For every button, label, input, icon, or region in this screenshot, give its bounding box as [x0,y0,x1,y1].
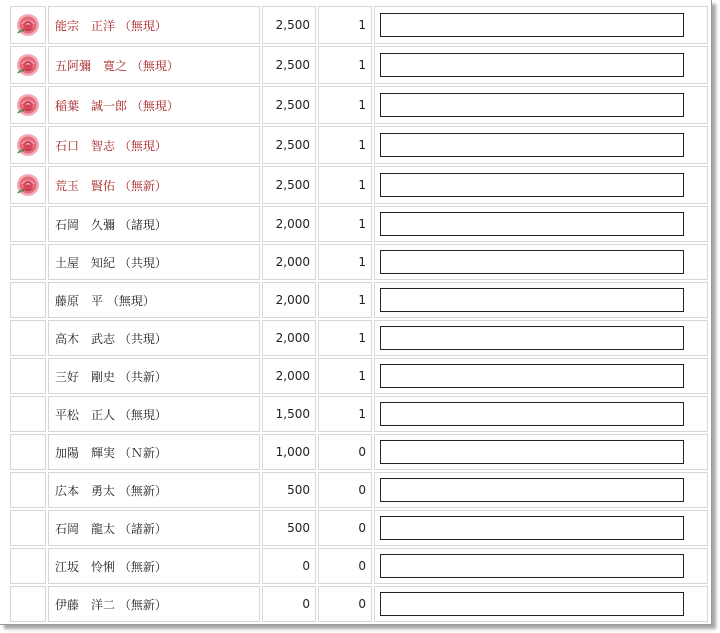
rose-icon [15,12,41,38]
input-cell [374,320,708,356]
table-row [10,510,708,546]
text-input[interactable] [380,93,684,117]
icon-cell [10,166,46,204]
icon-cell [10,6,46,44]
icon-cell [10,244,46,280]
vote-count: 1,000 [262,434,316,470]
seat-count: 1 [318,166,372,204]
rose-icon [15,172,41,198]
input-cell [374,244,708,280]
text-input[interactable] [380,173,684,197]
text-input[interactable] [380,402,684,426]
candidate-name: 藤原 平 （無現） [48,282,260,318]
candidate-name: 稲葉 誠一郎 （無現） [48,86,260,124]
icon-cell [10,206,46,242]
candidate-name: 広本 勇太 （無新） [48,472,260,508]
table-row [10,244,708,280]
seat-count: 1 [318,282,372,318]
vote-count: 2,000 [262,282,316,318]
icon-cell [10,46,46,84]
icon-cell [10,472,46,508]
seat-count: 1 [318,396,372,432]
icon-cell [10,282,46,318]
seat-count: 0 [318,434,372,470]
vote-count: 2,500 [262,46,316,84]
input-cell [374,126,708,164]
table-row [10,434,708,470]
vote-count: 2,000 [262,320,316,356]
candidate-name: 伊藤 洋二 （無新） [48,586,260,622]
seat-count: 1 [318,320,372,356]
seat-count: 0 [318,510,372,546]
candidate-name: 平松 正人 （無現） [48,396,260,432]
input-cell [374,586,708,622]
table-row [10,166,708,204]
seat-count: 0 [318,548,372,584]
icon-cell [10,510,46,546]
vote-count: 2,000 [262,358,316,394]
seat-count: 1 [318,46,372,84]
icon-cell [10,320,46,356]
candidate-name: 石岡 久彌 （諸現） [48,206,260,242]
results-table [8,4,710,624]
input-cell [374,548,708,584]
icon-cell [10,86,46,124]
vote-count: 2,500 [262,6,316,44]
table-row [10,358,708,394]
table-row [10,396,708,432]
input-cell [374,166,708,204]
rose-icon [15,92,41,118]
table-row [10,126,708,164]
candidate-name: 土屋 知紀 （共現） [48,244,260,280]
vote-count: 500 [262,472,316,508]
seat-count: 0 [318,472,372,508]
text-input[interactable] [380,326,684,350]
seat-count: 1 [318,86,372,124]
candidate-name: 加陽 輝実 （Ｎ新） [48,434,260,470]
table-row [10,86,708,124]
input-cell [374,206,708,242]
vote-count: 0 [262,548,316,584]
candidate-name: 能宗 正洋 （無現） [48,6,260,44]
icon-cell [10,548,46,584]
candidate-name: 江坂 怜悧 （無新） [48,548,260,584]
input-cell [374,472,708,508]
seat-count: 0 [318,586,372,622]
text-input[interactable] [380,554,684,578]
vote-count: 2,500 [262,166,316,204]
icon-cell [10,586,46,622]
text-input[interactable] [380,212,684,236]
vote-count: 2,000 [262,244,316,280]
text-input[interactable] [380,133,684,157]
rose-icon [15,132,41,158]
text-input[interactable] [380,592,684,616]
vote-count: 2,000 [262,206,316,242]
seat-count: 1 [318,244,372,280]
text-input[interactable] [380,478,684,502]
input-cell [374,358,708,394]
vote-count: 2,500 [262,86,316,124]
input-cell [374,510,708,546]
rose-icon [15,52,41,78]
text-input[interactable] [380,13,684,37]
candidate-name: 石口 智志 （無現） [48,126,260,164]
table-row [10,46,708,84]
seat-count: 1 [318,206,372,242]
vote-count: 500 [262,510,316,546]
table-row [10,586,708,622]
icon-cell [10,358,46,394]
candidate-name: 石岡 龍太 （諸新） [48,510,260,546]
input-cell [374,6,708,44]
text-input[interactable] [380,250,684,274]
input-cell [374,396,708,432]
candidate-name: 三好 剛史 （共新） [48,358,260,394]
input-cell [374,282,708,318]
seat-count: 1 [318,358,372,394]
input-cell [374,46,708,84]
input-cell [374,86,708,124]
vote-count: 1,500 [262,396,316,432]
text-input[interactable] [380,364,684,388]
seat-count: 1 [318,6,372,44]
candidate-name: 五阿彌 寛之 （無現） [48,46,260,84]
table-row [10,472,708,508]
table-row [10,206,708,242]
icon-cell [10,396,46,432]
table-row [10,320,708,356]
icon-cell [10,434,46,470]
text-input[interactable] [380,53,684,77]
input-cell [374,434,708,470]
candidate-name: 荒玉 賢佑 （無新） [48,166,260,204]
vote-count: 0 [262,586,316,622]
icon-cell [10,126,46,164]
table-row [10,282,708,318]
candidate-name: 高木 武志 （共現） [48,320,260,356]
text-input[interactable] [380,440,684,464]
vote-count: 2,500 [262,126,316,164]
table-row [10,6,708,44]
text-input[interactable] [380,288,684,312]
seat-count: 1 [318,126,372,164]
table-row [10,548,708,584]
text-input[interactable] [380,516,684,540]
